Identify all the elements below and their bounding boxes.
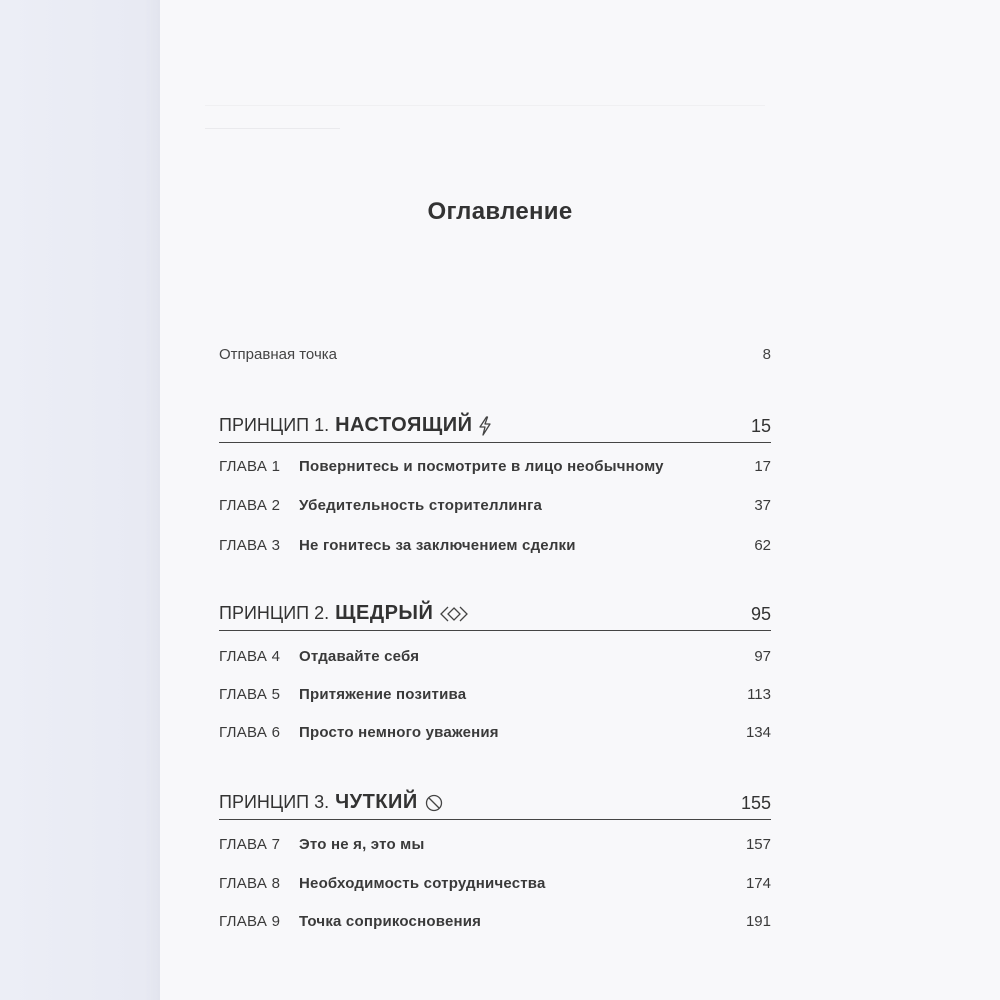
chapter-label: ГЛАВА 6 xyxy=(219,724,281,741)
chapter-page: 157 xyxy=(745,836,771,853)
chapter-page: 97 xyxy=(754,648,771,665)
chapter-title: Не гонитесь за заключением сделки xyxy=(299,537,576,554)
principle-name: НАСТОЯЩИЙ xyxy=(335,414,473,436)
principle-label: ПРИНЦИП 3. xyxy=(219,792,330,812)
chapter-title: Необходимость сотрудничества xyxy=(299,875,546,892)
chapter-page: 113 xyxy=(747,686,771,703)
chapter-page: 134 xyxy=(745,724,771,741)
chapter-entry-6[interactable] xyxy=(219,724,771,741)
chapter-title: Повернитесь и посмотрите в лицо необычному xyxy=(299,458,664,475)
chapter-label: ГЛАВА 4 xyxy=(219,648,281,665)
chapter-label: ГЛАВА 3 xyxy=(219,537,281,554)
chapter-title: Притяжение позитива xyxy=(299,686,467,703)
principle-page: 15 xyxy=(750,416,771,436)
bleed-through-line xyxy=(205,128,340,129)
chapter-title: Просто немного уважения xyxy=(299,724,499,741)
chapter-entry-9[interactable] xyxy=(219,913,771,930)
chapter-title: Убедительность сторителлинга xyxy=(299,497,543,514)
chapter-page: 191 xyxy=(745,913,771,930)
chapter-label: ГЛАВА 1 xyxy=(219,458,281,475)
principle-page: 95 xyxy=(750,604,771,624)
chapter-entry-3[interactable] xyxy=(219,537,771,554)
principle-1-heading[interactable] xyxy=(219,414,771,443)
chapter-title: Отдавайте себя xyxy=(299,648,420,665)
no-sign-icon xyxy=(424,793,444,813)
principle-name: ЩЕДРЫЙ xyxy=(335,602,434,624)
toc-intro-entry[interactable] xyxy=(219,346,771,363)
principle-2-heading[interactable] xyxy=(219,602,771,631)
principle-3-heading[interactable] xyxy=(219,791,771,820)
chapter-entry-7[interactable] xyxy=(219,836,771,853)
chapter-entry-5[interactable] xyxy=(219,686,771,703)
chapter-entry-2[interactable] xyxy=(219,497,771,514)
page-title: Оглавление xyxy=(427,198,573,226)
chapter-label: ГЛАВА 7 xyxy=(219,836,281,853)
lightning-icon xyxy=(478,416,492,436)
chapter-label: ГЛАВА 2 xyxy=(219,497,281,514)
intro-title: Отправная точка xyxy=(219,346,337,363)
chapter-title: Точка соприкосновения xyxy=(299,913,482,930)
page-gutter-shadow xyxy=(0,0,160,1000)
principle-page: 155 xyxy=(740,793,771,813)
diamond-arrows-icon xyxy=(439,605,469,623)
bleed-through-line xyxy=(205,105,765,106)
chapter-page: 62 xyxy=(754,537,771,554)
principle-name: ЧУТКИЙ xyxy=(335,791,418,813)
principle-label: ПРИНЦИП 1. xyxy=(219,415,330,435)
chapter-title: Это не я, это мы xyxy=(299,836,425,853)
chapter-entry-4[interactable] xyxy=(219,648,771,665)
principle-label: ПРИНЦИП 2. xyxy=(219,603,330,623)
chapter-entry-8[interactable] xyxy=(219,875,771,892)
chapter-entry-1[interactable] xyxy=(219,458,771,475)
chapter-label: ГЛАВА 9 xyxy=(219,913,281,930)
intro-page: 8 xyxy=(762,346,771,363)
chapter-page: 17 xyxy=(754,458,771,475)
chapter-page: 174 xyxy=(745,875,771,892)
chapter-page: 37 xyxy=(754,497,771,514)
chapter-label: ГЛАВА 8 xyxy=(219,875,281,892)
chapter-label: ГЛАВА 5 xyxy=(219,686,281,703)
